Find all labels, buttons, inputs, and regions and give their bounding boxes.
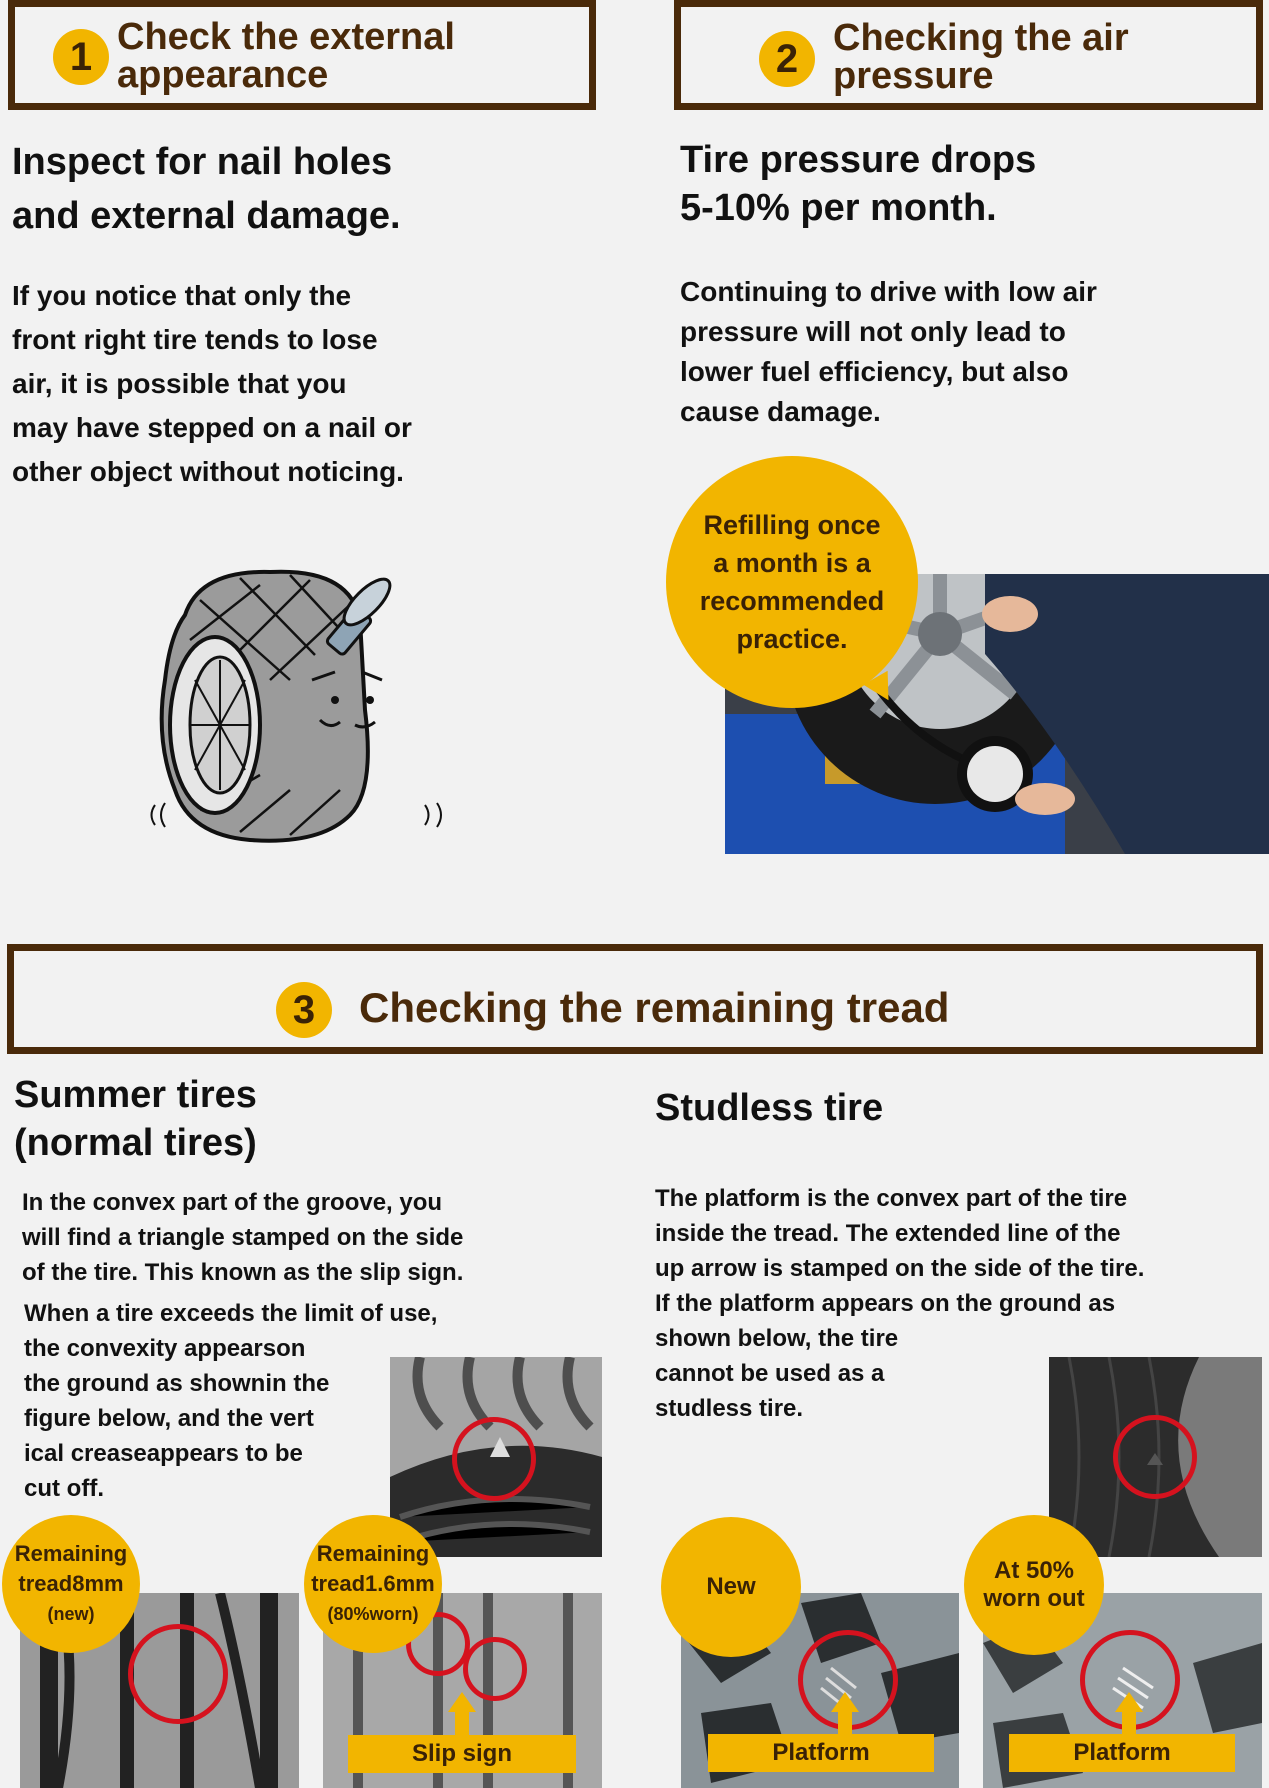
platform-tag-right: Platform bbox=[1009, 1734, 1235, 1772]
body-line: other object without noticing. bbox=[12, 456, 404, 487]
bubble-line: (80%worn) bbox=[327, 1604, 419, 1624]
body-line: the convexity appearson bbox=[24, 1335, 306, 1362]
summer-para1 bbox=[22, 1185, 522, 1290]
flat-tire-illustration bbox=[140, 560, 460, 850]
studless-heading: Studless tire bbox=[655, 1087, 884, 1129]
step-number-badge: 3 bbox=[276, 982, 332, 1038]
body-line: may have stepped on a nail or bbox=[12, 412, 412, 443]
section2-lead-line1: Tire pressure drops bbox=[680, 139, 1037, 181]
platform-arrow-head bbox=[1115, 1692, 1143, 1712]
section2-lead-line2: 5-10% per month. bbox=[680, 187, 997, 229]
section1-title-line1: Check the external bbox=[117, 16, 455, 58]
platform-tag-left: Platform bbox=[708, 1734, 934, 1772]
platform-arrow-highlight-ring bbox=[1113, 1415, 1197, 1499]
body-line: inside the tread. The extended line of the bbox=[655, 1220, 1121, 1247]
slip-sign-arrow-head bbox=[448, 1692, 476, 1712]
new-tread-bubble bbox=[2, 1515, 140, 1653]
body-line: front right tire tends to lose bbox=[12, 324, 378, 355]
step-number-badge: 1 bbox=[53, 29, 109, 85]
bubble-line: At 50% bbox=[993, 1557, 1075, 1584]
bubble-line: tread8mm bbox=[18, 1571, 124, 1596]
refill-tip-bubble bbox=[666, 456, 918, 708]
body-line: In the convex part of the groove, you bbox=[22, 1189, 443, 1216]
bubble-line: a month is a bbox=[713, 548, 871, 578]
worn-tread-bubble bbox=[304, 1515, 442, 1653]
new-tread-highlight-ring bbox=[128, 1624, 228, 1724]
body-line: If the platform appears on the ground as bbox=[655, 1290, 1116, 1317]
body-line: cannot be used as a bbox=[655, 1360, 885, 1387]
bubble-line: tread1.6mm bbox=[311, 1571, 435, 1596]
platform-arrow-shaft bbox=[1122, 1712, 1136, 1736]
section2-body bbox=[680, 272, 1240, 432]
section2-title-line2: pressure bbox=[833, 55, 994, 97]
section3-header bbox=[7, 944, 1263, 1054]
section1-lead-line2: and external damage. bbox=[12, 195, 401, 237]
body-line: lower fuel efficiency, but also bbox=[680, 356, 1069, 387]
body-line: ical creaseappears to be bbox=[24, 1440, 303, 1467]
section2-header bbox=[674, 0, 1263, 110]
body-line: up arrow is stamped on the side of the tire. bbox=[655, 1255, 1145, 1282]
summer-heading-line2: (normal tires) bbox=[14, 1122, 257, 1164]
summer-heading-line1: Summer tires bbox=[14, 1074, 257, 1116]
bubble-line: recommended bbox=[699, 586, 885, 616]
slip-sign-tag: Slip sign bbox=[348, 1735, 576, 1773]
body-line: pressure will not only lead to bbox=[680, 316, 1066, 347]
step-number-badge: 2 bbox=[759, 31, 815, 87]
section1-header bbox=[8, 0, 596, 110]
studless-new-bubble bbox=[661, 1517, 801, 1657]
bubble-line: worn out bbox=[983, 1585, 1085, 1612]
body-line: shown below, the tire bbox=[655, 1325, 899, 1352]
section1-lead-line1: Inspect for nail holes bbox=[12, 141, 393, 183]
body-line: cut off. bbox=[24, 1475, 104, 1502]
section3-title: Checking the remaining tread bbox=[359, 984, 950, 1031]
platform-arrow-shaft bbox=[838, 1712, 852, 1736]
body-line: figure below, and the vert bbox=[24, 1405, 314, 1432]
bubble-line: practice. bbox=[736, 624, 848, 654]
section2-title-line1: Checking the air bbox=[833, 17, 1129, 59]
body-line: air, it is possible that you bbox=[12, 368, 347, 399]
section1-title-line2: appearance bbox=[117, 54, 329, 96]
body-line: the ground as shownin the bbox=[24, 1370, 330, 1397]
bubble-line: Remaining bbox=[14, 1541, 128, 1566]
bubble-line: Remaining bbox=[316, 1541, 430, 1566]
platform-arrow-head bbox=[831, 1692, 859, 1712]
body-line: If you notice that only the bbox=[12, 280, 352, 311]
slip-sign-highlight-ring bbox=[452, 1417, 536, 1501]
body-line: The platform is the convex part of the tire bbox=[655, 1185, 1128, 1212]
bubble-line: New bbox=[706, 1573, 756, 1600]
slip-sign-arrow-shaft bbox=[455, 1712, 469, 1736]
bubble-line: Refilling once bbox=[703, 510, 881, 540]
body-line: Continuing to drive with low air bbox=[680, 276, 1097, 307]
body-line: cause damage. bbox=[680, 396, 881, 427]
studless-half-worn-bubble bbox=[964, 1515, 1104, 1655]
body-line: When a tire exceeds the limit of use, bbox=[24, 1300, 438, 1327]
section1-body bbox=[12, 274, 532, 494]
bubble-line: (new) bbox=[47, 1604, 95, 1624]
body-line: of the tire. This known as the slip sign. bbox=[22, 1259, 464, 1286]
body-line: studless tire. bbox=[655, 1395, 804, 1422]
body-line: will find a triangle stamped on the side bbox=[22, 1224, 464, 1251]
